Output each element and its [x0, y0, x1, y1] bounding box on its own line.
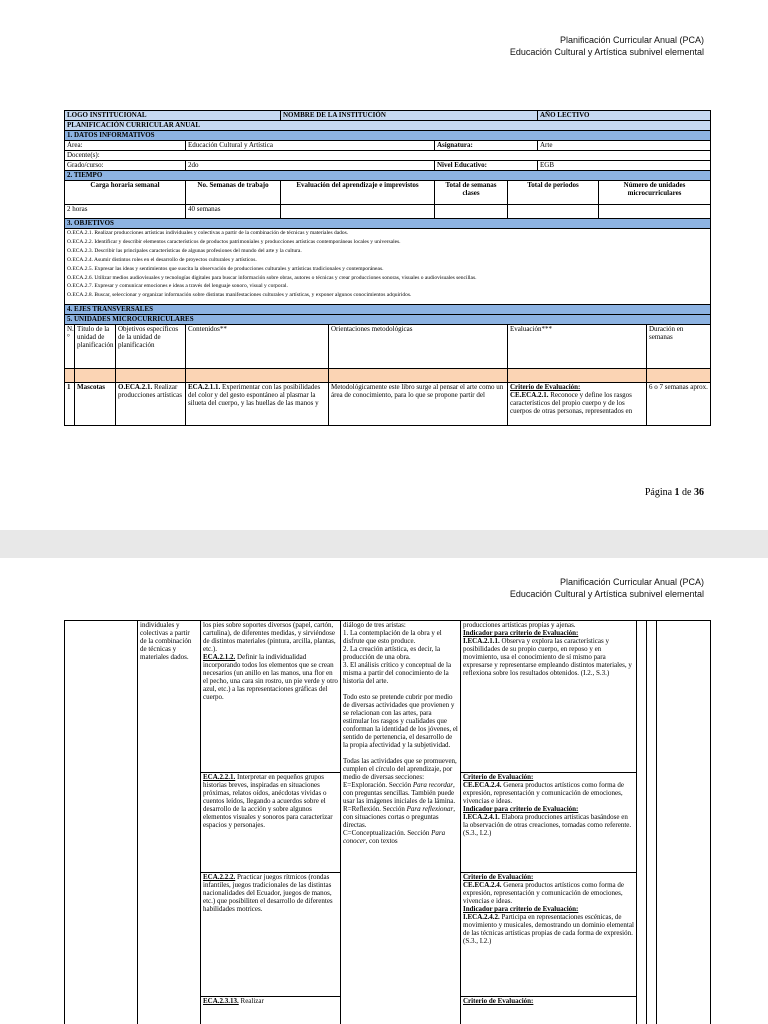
objetivo-item: O.ECA.2.7. Expresar y comunicar emociones e ideas a través del lenguaje sonoro, visual y corporal.: [67, 283, 288, 290]
section-ejes: 4. EJES TRANSVERSALES: [65, 305, 711, 315]
tiempo-header: Evaluación del aprendizaje e imprevistos: [281, 181, 435, 205]
unit-objective: O.ECA.2.1. Realizar producciones artísticas: [116, 383, 186, 426]
unit-content: ECA.2.3.13. Realizar: [201, 997, 341, 1024]
unidades-header: N.°: [65, 325, 75, 369]
unidades-header: Objetivos específicos de la unidad de planificación: [116, 325, 186, 369]
docentes-label: Docente(s):: [65, 151, 711, 161]
year-cell: AÑO LECTIVO: [538, 111, 711, 121]
nivel-value: EGB: [538, 161, 711, 171]
tiempo-header: Total de periodos: [508, 181, 599, 205]
objetivo-item: O.ECA.2.8. Buscar, seleccionar y organizar información sobre distintas manifestaciones culturales y artísticas, y exponer algunos conocimientos adquiridos.: [67, 292, 412, 299]
unit-content: los pies sobre soportes diversos (papel, cartón, cartulina), de diferentes medidas, y sirviéndose de distintos materiales (pintura, arcilla, plantas, etc.). ECA.2.1.2. Definir la individualidad incorporando todos los elementos que se crean necesarios (un anillo en las manos, una flor en el pecho, una cara sin rostro, un pie verde y otro azul, etc.) a las representaciones gráficas del cuerpo.: [201, 621, 341, 773]
objetivo-item: O.ECA.2.2. Identificar y describir elementos característicos de productos patrimoniales y producciones artísticas contemporáneas locales y universales.: [67, 238, 401, 245]
area-value: Educación Cultural y Artística: [186, 141, 435, 151]
area-label: Área:: [65, 141, 186, 151]
unit-content: ECA.2.2.1. Interpretar en pequeños grupos historias breves, inspiradas en situaciones próximas, relatos oídos, anécdotas vividas o cuentos leídos, llegando a acuerdos sobre el desarrollo de la acción y sobre algunos elementos visuales y sonoros para caracterizar espacios y personajes.: [201, 773, 341, 873]
institution-cell: NOMBRE DE LA INSTITUCIÓN: [281, 111, 538, 121]
unidades-header: Orientaciones metodológicas: [329, 325, 508, 369]
unit-title: Mascotas: [75, 383, 116, 426]
unit-content: ECA.2.2.2. Practicar juegos rítmicos (rondas infantiles, juegos tradicionales de las distintas nacionalidades del Ecuador, juegos de manos, etc.) que posibiliten el desarrollo de diferentes habilidades motrices.: [201, 873, 341, 997]
unit-evaluation: producciones artísticas propias y ajenas. Indicador para criterio de Evaluación: I.ECA.2.1.1. Observa y explora las características y posibilidades de su propio cuerpo, en reposo y en movimiento, usa el conocimiento de sí mismo para expresarse y representarse empleando distintos materiales, y reflexiona sobre los resultados obtenidos. (I.2., S.3.): [461, 621, 637, 773]
logo-cell: LOGO INSTITUCIONAL: [65, 111, 281, 121]
unidades-header: Contenidos**: [186, 325, 329, 369]
unidades-header: Duración en semanas: [647, 325, 711, 369]
table-row: [65, 621, 711, 773]
tiempo-value: 2 horas: [65, 205, 186, 219]
tiempo-header: No. Semanas de trabajo: [186, 181, 281, 205]
tiempo-value: 40 semanas: [186, 205, 281, 219]
objetivo-item: O.ECA.2.5. Expresar las ideas y sentimientos que suscita la observación de producciones culturales y artísticas tradicionales y contemporáneas.: [67, 265, 384, 272]
pca-table-continued: [64, 620, 711, 1024]
page-2: [0, 558, 768, 1024]
objetivo-item: O.ECA.2.4. Asumir distintos roles en el desarrollo de proyectos culturales y artísticos.: [67, 256, 257, 263]
unit-evaluation: Criterio de Evaluación: CE.ECA.2.4. Genera productos artísticos como forma de expresión, representación y comunicación de emociones, vivencias e ideas. Indicador para criterio de Evaluación: I.ECA.2.4.2. Participa en representaciones escénicas, de movimiento y musicales, demostrando un dominio elemental de las técnicas artísticas propias de cada forma de expresión. (S.3., I.2.): [461, 873, 637, 997]
asignatura-value: Arte: [538, 141, 711, 151]
tiempo-header: Carga horaria semanal: [65, 181, 186, 205]
unit-methodology: diálogo de tres aristas: 1. La contemplación de la obra y el disfrute que esto produce. 2. La creación artística, es decir, la producción de una obra. 3. El análisis crítico y conceptual de la misma a partir del conocimiento de la historia del arte. Todo esto se pretende cubrir por medio de diversas actividades que provienen y se relacionan con las artes, para estimular los rasgos y cualidades que conforman la identidad de los jóvenes, el sentido de pertenencia, el desarrollo de la propia afectividad y la subjetividad. Todas las actividades que se promueven, cumplen el círculo del aprendizaje, por medio de diversas secciones: E=Exploración. Sección Para recordar, con preguntas sencillas. También puede usar las imágenes iniciales de la lámina. R=Reflexión. Sección Para reflexionar, con situaciones cortas o preguntas directas. C=Conceptualización. Sección Para conocer, con textos: [341, 621, 461, 1024]
unidades-header: Título de la unidad de planificación: [75, 325, 116, 369]
grado-value: 2do: [186, 161, 435, 171]
unit-duration: 6 o 7 semanas aprox.: [647, 383, 711, 426]
unit-evaluation: Criterio de Evaluación: CE.ECA.2.1. Reconoce y define los rasgos característicos del propio cuerpo y de los cuerpos de otras personas, representados en: [508, 383, 647, 426]
unit-objective: individuales y colectivas a partir de la combinación de técnicas y materiales dados.: [138, 621, 201, 1024]
pca-table: [64, 110, 711, 426]
page-header: Planificación Curricular Anual (PCA) Educación Cultural y Artística subnivel elemental: [509, 577, 704, 599]
section-tiempo: 2. TIEMPO: [65, 171, 711, 181]
tiempo-header: Número de unidades microcurriculares: [599, 181, 711, 205]
unit-methodology: Metodológicamente este libro surge al pensar el arte como un área de conocimiento, para lo que se propone partir del: [329, 383, 508, 426]
asignatura-label: Asignatura:: [435, 141, 538, 151]
page-header: Planificación Curricular Anual (PCA) Educación Cultural y Artística subnivel elemental: [509, 35, 704, 57]
tiempo-value: [281, 205, 435, 219]
table-row: [65, 383, 711, 426]
unit-content: ECA.2.1.1. Experimentar con las posibilidades del color y del gesto espontáneo al plasmar la silueta del cuerpo, y las huellas de las manos y: [186, 383, 329, 426]
unit-number: 1: [65, 383, 75, 426]
objetivo-item: O.ECA.2.3. Describir las principales características de algunas profesiones del mundo del arte y la cultura.: [67, 247, 302, 254]
grado-label: Grado/curso:: [65, 161, 186, 171]
tiempo-value: [599, 205, 711, 219]
unidades-header: Evaluación***: [508, 325, 647, 369]
nivel-label: Nivel Educativo:: [435, 161, 538, 171]
objetivo-item: O.ECA.2.1. Realizar producciones artísticas individuales y colectivas a partir de la combinación de técnicas y materiales dados.: [67, 230, 349, 236]
unit-evaluation: Criterio de Evaluación:: [461, 997, 637, 1024]
objetivo-item: O.ECA.2.6. Utilizar medios audiovisuales y tecnologías digitales para buscar información sobre obras, autores o técnicas y crear producciones sonoras, visuales o audiovisuales sencillas.: [67, 274, 477, 281]
unit-evaluation: Criterio de Evaluación: CE.ECA.2.4. Genera productos artísticos como forma de expresión, representación y comunicación de emociones, vivencias e ideas. Indicador para criterio de Evaluación: I.ECA.2.4.1. Elabora producciones artísticas basándose en la observación de otras creaciones, tomadas como referente. (S.3., I.2.): [461, 773, 637, 873]
tiempo-value: [435, 205, 508, 219]
page-number: Página 1 de 36: [644, 487, 704, 498]
section-datos: 1. DATOS INFORMATIVOS: [65, 131, 711, 141]
section-unidades: 5. UNIDADES MICROCURRICULARES: [65, 315, 711, 325]
tiempo-header: Total de semanas clases: [435, 181, 508, 205]
tiempo-value: [508, 205, 599, 219]
section-objetivos: 3. OBJETIVOS: [65, 219, 711, 229]
objetivos-list: [65, 229, 711, 305]
plan-title: PLANIFICACIÓN CURRICULAR ANUAL: [65, 121, 711, 131]
